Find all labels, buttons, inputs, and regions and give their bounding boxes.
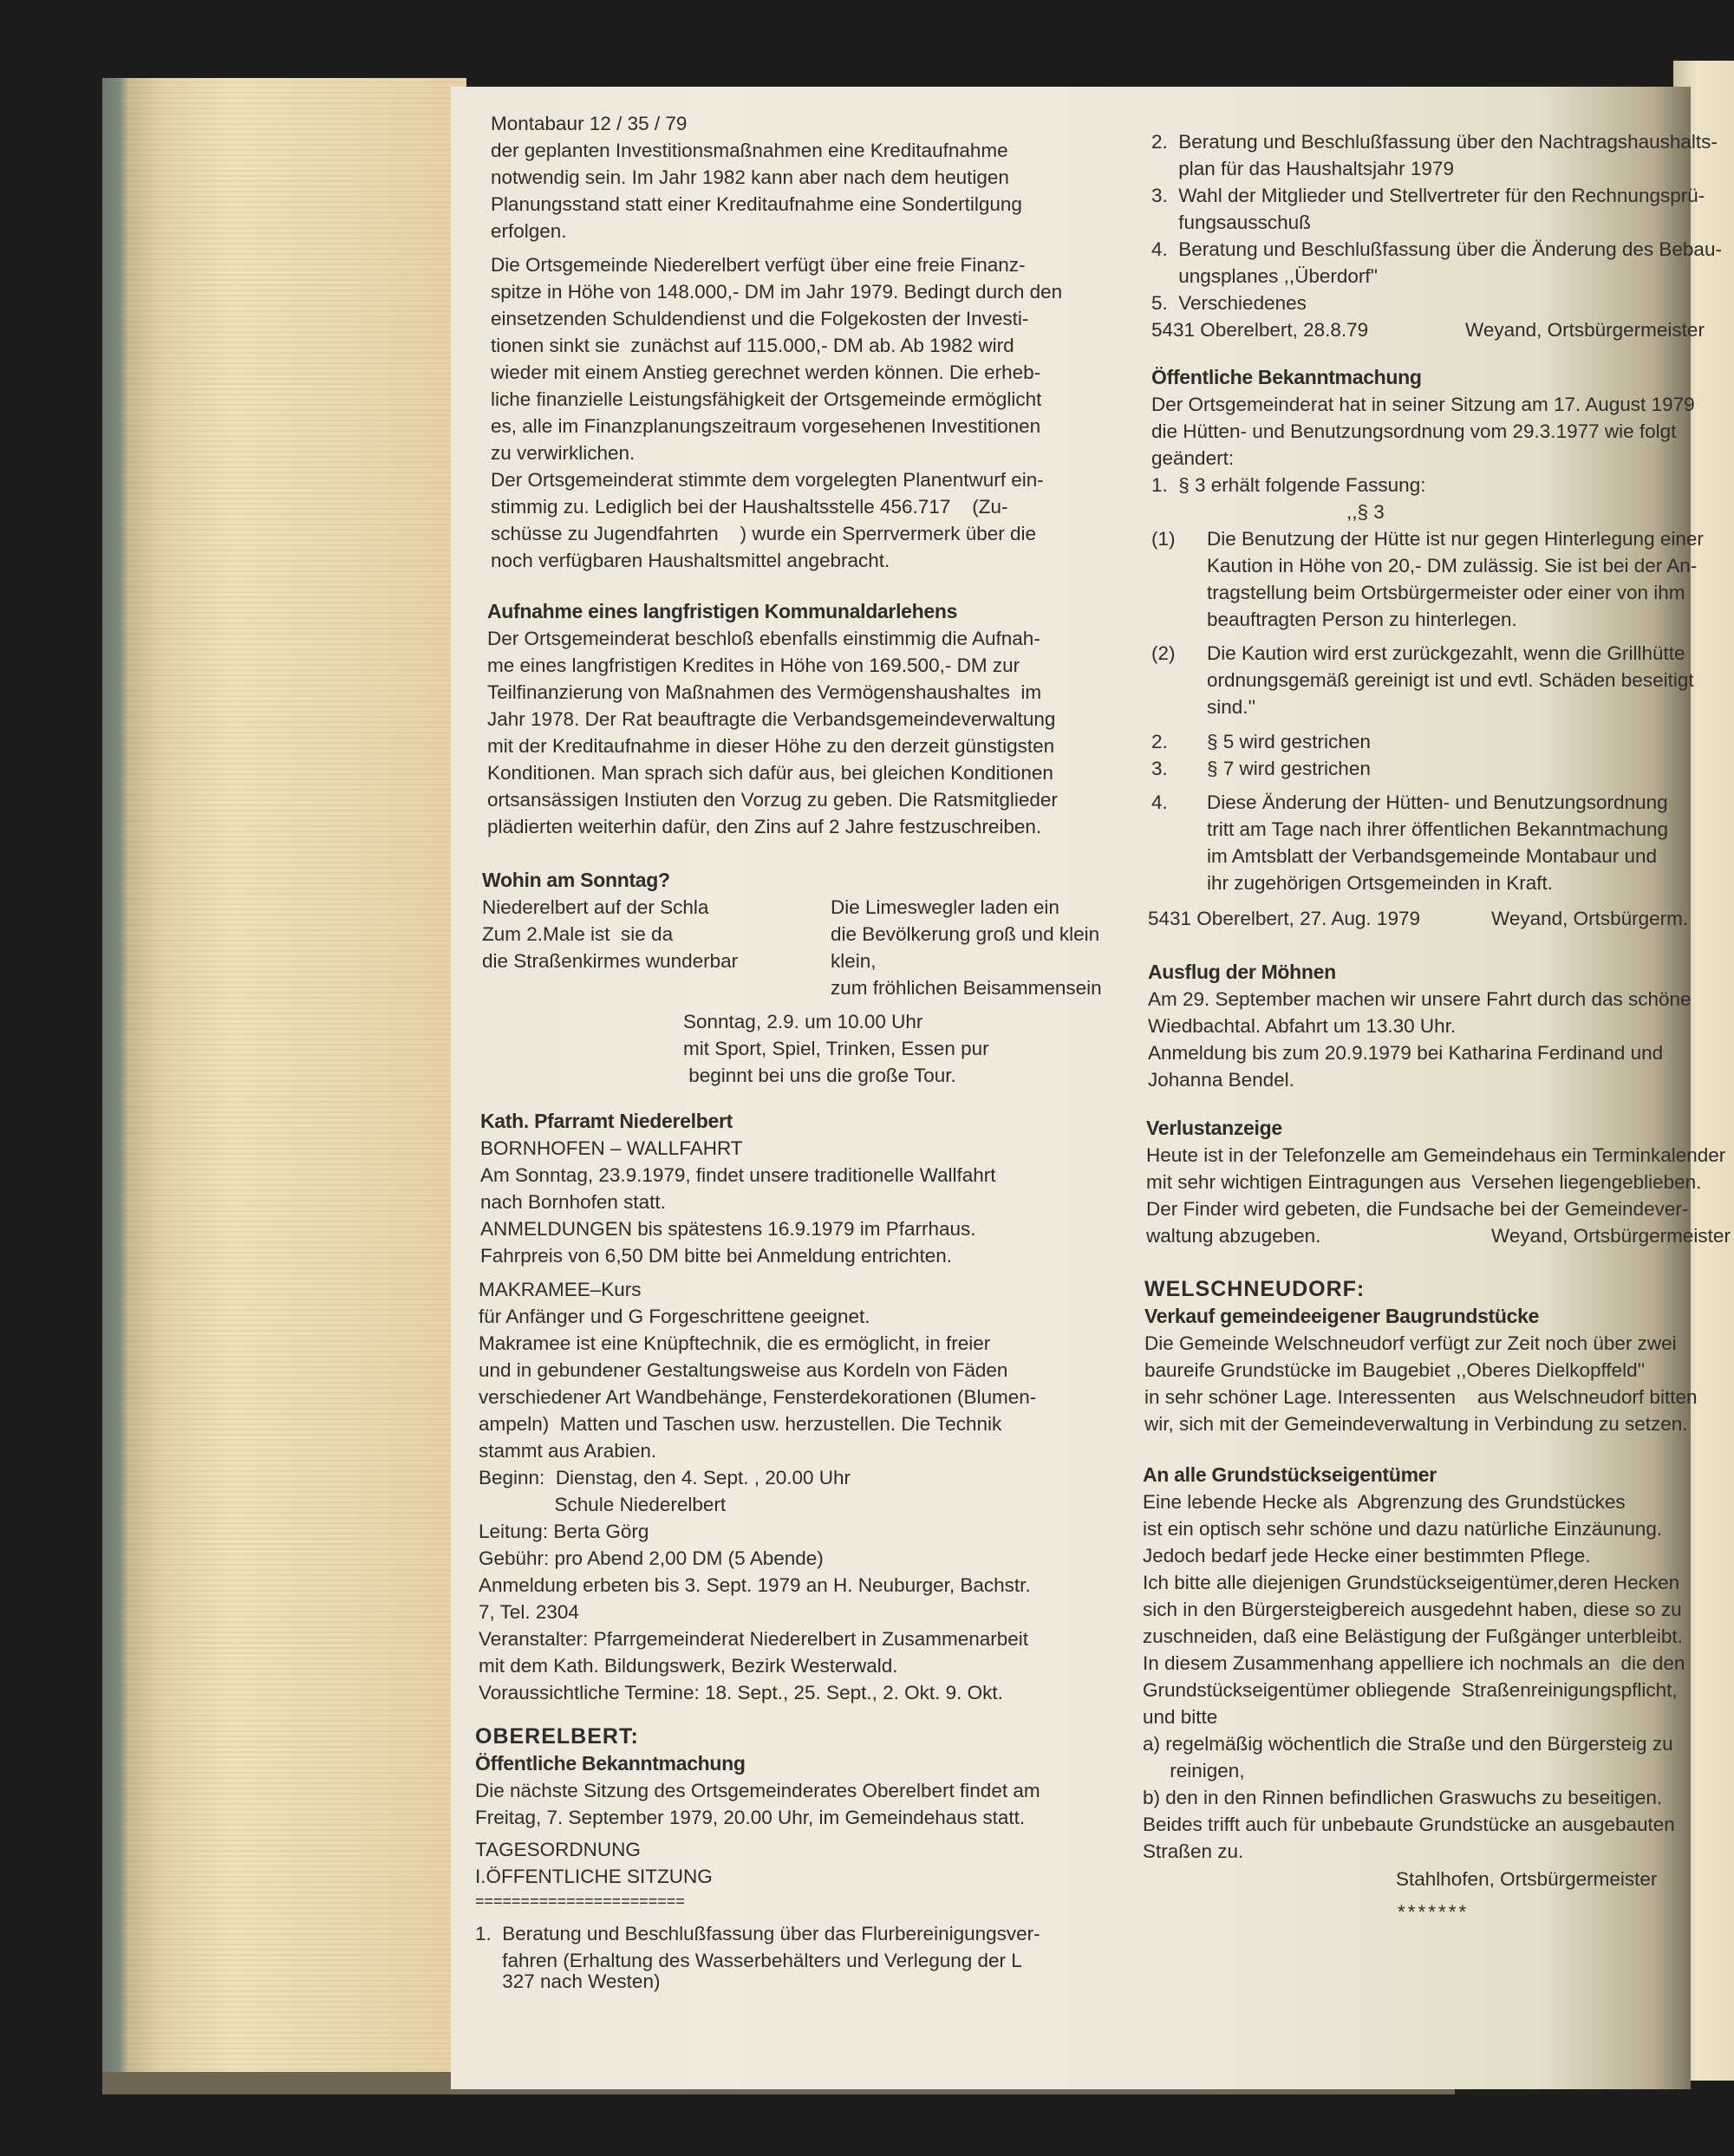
section-subtitle-bekanntmachung: Öffentliche Bekanntmachung	[475, 1752, 746, 1775]
text-line: fungsausschuß	[1151, 212, 1311, 233]
text-line: Teilfinanzierung von Maßnahmen des Vermögenshaushaltes im	[487, 681, 1042, 703]
text-line: 1. Beratung und Beschlußfassung über das Flurbereinigungsver-	[475, 1923, 1040, 1944]
text-line: I.ÖFFENTLICHE SITZUNG	[475, 1866, 713, 1887]
text-line: ampeln) Matten und Taschen usw. herzustellen. Die Technik	[479, 1413, 1002, 1435]
text-line: Diese Änderung der Hütten- und Benutzungsordnung	[1207, 791, 1668, 813]
text-line: die Bevölkerung groß und klein	[831, 923, 1100, 945]
text-line: Heute ist in der Telefonzelle am Gemeindehaus ein Terminkalender	[1146, 1144, 1726, 1166]
text-line: im Amtsblatt der Verbandsgemeinde Montabaur und	[1207, 845, 1658, 867]
text-line: Wiedbachtal. Abfahrt um 13.30 Uhr.	[1148, 1015, 1457, 1037]
text-line: Voraussichtliche Termine: 18. Sept., 25. Sept., 2. Okt. 9. Okt.	[479, 1682, 1003, 1703]
text-line: Johanna Bendel.	[1148, 1069, 1294, 1091]
text-line: § 7 wird gestrichen	[1207, 758, 1371, 779]
list-number: 4.	[1151, 791, 1168, 813]
text-line: beginnt bei uns die große Tour.	[683, 1065, 956, 1086]
text-line: Der Ortsgemeinderat beschloß ebenfalls einstimmig die Aufnah-	[487, 628, 1040, 649]
text-line: 1. § 3 erhält folgende Fassung:	[1151, 474, 1426, 496]
section-title-ausflug: Ausflug der Möhnen	[1148, 961, 1336, 983]
text-line: 2. Beratung und Beschlußfassung über den Nachtragshaushalts-	[1151, 131, 1718, 153]
signature-name: Weyand, Ortsbürgermeister	[1491, 1225, 1731, 1247]
text-line: Anmeldung erbeten bis 3. Sept. 1979 an H. Neuburger, Bachstr.	[479, 1574, 1031, 1596]
text-line: ANMELDUNGEN bis spätestens 16.9.1979 im Pfarrhaus.	[480, 1218, 976, 1240]
section-title-grundstueckseigentuemer: An alle Grundstückseigentümer	[1143, 1463, 1437, 1486]
text-line: Die Benutzung der Hütte ist nur gegen Hinterlegung einer	[1207, 528, 1704, 550]
text-line: waltung abzugeben.	[1146, 1225, 1321, 1247]
section-title-sonntag: Wohin am Sonntag?	[482, 869, 670, 891]
signature-name: Weyand, Ortsbürgermeister	[1465, 319, 1705, 341]
text-line: Eine lebende Hecke als Abgrenzung des Grundstückes	[1143, 1491, 1626, 1513]
text-line: die Hütten- und Benutzungsordnung vom 29.3.1977 wie folgt	[1151, 420, 1677, 442]
section-title-oberelbert: OBERELBERT:	[475, 1724, 639, 1749]
text-line: Fahrpreis von 6,50 DM bitte bei Anmeldung entrichten.	[480, 1245, 953, 1267]
text-line: Veranstalter: Pfarrgemeinderat Niederelbert in Zusammenarbeit	[479, 1628, 1029, 1650]
text-line: zuschneiden, daß eine Belästigung der Fußgänger unterbleibt.	[1143, 1625, 1683, 1647]
text-line: Der Finder wird gebeten, die Fundsache bei der Gemeindever-	[1146, 1198, 1689, 1220]
text-line: baureife Grundstücke im Baugebiet ,,Oberes Dielkopffeld''	[1144, 1359, 1646, 1381]
text-line: nach Bornhofen statt.	[480, 1191, 666, 1213]
text-line: Der Ortsgemeinderat hat in seiner Sitzung am 17. August 1979	[1151, 394, 1695, 415]
signature-name: Stahlhofen, Ortsbürgermeister	[1396, 1868, 1658, 1890]
page-header: Montabaur 12 / 35 / 79	[491, 113, 688, 134]
text-line: erfolgen.	[491, 220, 567, 242]
text-line: b) den in den Rinnen befindlichen Graswuchs zu beseitigen.	[1143, 1787, 1663, 1808]
text-line: Konditionen. Man sprach sich dafür aus, bei gleichen Konditionen	[487, 762, 1053, 784]
text-line: Die Gemeinde Welschneudorf verfügt zur Zeit noch über zwei	[1144, 1332, 1677, 1354]
text-line: die Straßenkirmes wunderbar	[482, 950, 739, 972]
newspaper-page	[451, 87, 1731, 2089]
text-line: Die Ortsgemeinde Niederelbert verfügt über eine freie Finanz-	[491, 254, 1026, 276]
text-line: tionen sinkt sie zunächst auf 115.000,- DM ab. Ab 1982 wird	[491, 335, 1014, 356]
text-line: tritt am Tage nach ihrer öffentlichen Bekanntmachung	[1207, 818, 1668, 840]
text-line: Sonntag, 2.9. um 10.00 Uhr	[683, 1011, 923, 1032]
text-line: Niederelbert auf der Schla	[482, 896, 709, 918]
text-line: Jedoch bedarf jede Hecke einer bestimmten Pflege.	[1143, 1545, 1591, 1567]
text-line: wir, sich mit der Gemeindeverwaltung in Verbindung zu setzen.	[1144, 1413, 1688, 1435]
text-line: Grundstückseigentümer obliegende Straßenreinigungspflicht,	[1143, 1679, 1678, 1701]
text-line: ihr zugehörigen Ortsgemeinden in Kraft.	[1207, 872, 1553, 894]
text-line: reinigen,	[1143, 1760, 1245, 1781]
text-line: § 5 wird gestrichen	[1207, 731, 1371, 752]
text-line: für Anfänger und G Forgeschrittene geeignet.	[479, 1306, 870, 1327]
text-line: Planungsstand statt einer Kreditaufnahme eine Sondertilgung	[491, 193, 1022, 215]
text-line: ordnungsgemäß gereinigt ist und evtl. Schäden beseitigt	[1207, 669, 1694, 691]
paragraph-number: (1)	[1151, 528, 1176, 550]
text-line: Beides trifft auch für unbebaute Grundstücke an ausgebauten	[1143, 1814, 1675, 1835]
text-line: Die Kaution wird erst zurückgezahlt, wenn die Grillhütte	[1207, 642, 1685, 664]
text-line: a) regelmäßig wöchentlich die Straße und den Bürgersteig zu	[1143, 1733, 1673, 1755]
text-line: verschiedener Art Wandbehänge, Fensterdekorationen (Blumen-	[479, 1386, 1037, 1408]
section-title-verlustanzeige: Verlustanzeige	[1146, 1117, 1282, 1139]
text-line: plan für das Haushaltsjahr 1979	[1151, 158, 1454, 179]
text-line: notwendig sein. Im Jahr 1982 kann aber nach dem heutigen	[491, 166, 1009, 188]
text-line: stammt aus Arabien.	[479, 1440, 657, 1462]
text-line: plädierten weiterhin dafür, den Zins auf 2 Jahre festzuschreiben.	[487, 816, 1042, 837]
text-line: sich in den Bürgersteigbereich ausgedehnt haben, diese so zu	[1143, 1599, 1682, 1620]
text-line: Freitag, 7. September 1979, 20.00 Uhr, im Gemeindehaus statt.	[475, 1807, 1026, 1828]
text-line: sind.''	[1207, 696, 1256, 718]
text-line: 4. Beratung und Beschlußfassung über die Änderung des Bebau-	[1151, 238, 1722, 260]
text-line: Der Ortsgemeinderat stimmte dem vorgelegten Planentwurf ein-	[491, 469, 1044, 491]
text-line: 5. Verschiedenes	[1151, 292, 1307, 314]
text-line: Makramee ist eine Knüpftechnik, die es ermöglicht, in freier	[479, 1332, 991, 1354]
text-line: In diesem Zusammenhang appelliere ich nochmals an die den	[1143, 1652, 1685, 1674]
text-line: Ich bitte alle diejenigen Grundstückseigentümer,deren Hecken	[1143, 1572, 1680, 1593]
signature-name: Weyand, Ortsbürgerm.	[1491, 908, 1689, 929]
text-line: mit Sport, Spiel, Trinken, Essen pur	[683, 1038, 989, 1059]
text-line: Am Sonntag, 23.9.1979, findet unsere traditionelle Wallfahrt	[480, 1164, 996, 1186]
text-line: ungsplanes ,,Überdorf''	[1151, 265, 1379, 287]
text-line: Die Limeswegler laden ein	[831, 896, 1059, 918]
text-line: TAGESORDNUNG	[475, 1839, 641, 1860]
section-title-kommunaldarlehen: Aufnahme eines langfristigen Kommunaldarlehens	[487, 600, 958, 622]
text-line: geändert:	[1151, 447, 1235, 469]
text-line: stimmig zu. Lediglich bei der Haushaltsstelle 456.717 (Zu-	[491, 496, 1008, 518]
text-line: Am 29. September machen wir unsere Fahrt durch das schöne	[1148, 988, 1692, 1010]
text-line: tragstellung beim Ortsbürgermeister oder einer von ihm	[1207, 582, 1685, 603]
signature-place: 5431 Oberelbert, 27. Aug. 1979	[1148, 908, 1420, 929]
text-line: Die nächste Sitzung des Ortsgemeinderates Oberelbert findet am	[475, 1780, 1040, 1801]
paragraph-number: (2)	[1151, 642, 1176, 664]
text-line: in sehr schöner Lage. Interessenten aus Welschneudorf bitten	[1144, 1386, 1698, 1408]
text-line: mit der Kreditaufnahme in dieser Höhe zu den derzeit günstigsten	[487, 735, 1055, 757]
text-line: Schule Niederelbert	[479, 1494, 727, 1515]
text-line: MAKRAMEE–Kurs	[479, 1279, 642, 1300]
text-line: =======================	[475, 1892, 685, 1910]
text-line: Straßen zu.	[1143, 1840, 1244, 1862]
text-line: me eines langfristigen Kredites in Höhe von 169.500,- DM zur	[487, 655, 1020, 676]
text-line: und in gebundener Gestaltungsweise aus Kordeln von Fäden	[479, 1359, 1008, 1381]
text-line: 327 nach Westen)	[475, 1970, 661, 1992]
text-line: Beginn: Dienstag, den 4. Sept. , 20.00 Uhr	[479, 1467, 851, 1488]
text-line: ortsansässigen Instiuten den Vorzug zu geben. Die Ratsmitglieder	[487, 789, 1058, 811]
list-number: 3.	[1151, 758, 1168, 779]
section-title-welschneudorf: WELSCHNEUDORF:	[1144, 1277, 1366, 1301]
text-line: mit dem Kath. Bildungswerk, Bezirk Westerwald.	[479, 1655, 898, 1677]
text-line: BORNHOFEN – WALLFAHRT	[480, 1137, 743, 1159]
text-line: es, alle im Finanzplanungszeitraum vorgesehenen Investitionen	[491, 415, 1041, 437]
book-page-edges	[102, 78, 466, 2081]
list-number: 2.	[1151, 731, 1168, 752]
text-line: Jahr 1978. Der Rat beauftragte die Verbandsgemeindeverwaltung	[487, 708, 1056, 730]
text-line: einsetzenden Schuldendienst und die Folgekosten der Investi-	[491, 308, 1029, 329]
text-line: beauftragten Person zu hinterlegen.	[1207, 609, 1517, 630]
text-line: Anmeldung bis zum 20.9.1979 bei Katharina Ferdinand und	[1148, 1042, 1664, 1064]
section-title-pfarramt: Kath. Pfarramt Niederelbert	[480, 1110, 733, 1132]
signature-place: 5431 Oberelbert, 28.8.79	[1151, 319, 1369, 341]
text-line: liche finanzielle Leistungsfähigkeit der Ortsgemeinde ermöglicht	[491, 388, 1042, 410]
text-line: klein,	[831, 950, 877, 972]
text-line: ,,§ 3	[1151, 501, 1385, 523]
text-line: zum fröhlichen Beisammensein	[831, 977, 1102, 999]
section-subtitle-baugrundstuecke: Verkauf gemeindeeigener Baugrundstücke	[1144, 1305, 1540, 1327]
text-line: 3. Wahl der Mitglieder und Stellvertreter für den Rechnungsprü-	[1151, 185, 1705, 206]
text-line: Gebühr: pro Abend 2,00 DM (5 Abende)	[479, 1547, 824, 1569]
text-line: und bitte	[1143, 1706, 1218, 1728]
text-line: mit sehr wichtigen Eintragungen aus Versehen liegengeblieben.	[1146, 1171, 1702, 1193]
text-line: wieder mit einem Anstieg gerechnet werden können. Die erheb-	[491, 362, 1041, 383]
text-line: Kaution in Höhe von 20,- DM zulässig. Sie ist bei der An-	[1207, 555, 1698, 576]
text-line: 7, Tel. 2304	[479, 1601, 579, 1623]
text-line: spitze in Höhe von 148.000,- DM im Jahr 1979. Bedingt durch den	[491, 281, 1063, 303]
text-line: der geplanten Investitionsmaßnahmen eine Kreditaufnahme	[491, 140, 1008, 161]
text-line: zu verwirklichen.	[491, 442, 636, 464]
text-line: fahren (Erhaltung des Wasserbehälters und Verlegung der L	[475, 1950, 1022, 1971]
text-line: Zum 2.Male ist sie da	[482, 923, 674, 945]
text-line: ist ein optisch sehr schöne und dazu natürliche Einzäunung.	[1143, 1518, 1663, 1540]
text-line: Leitung: Berta Görg	[479, 1521, 649, 1542]
separator-stars: *******	[1398, 1901, 1470, 1923]
section-title-bekanntmachung: Öffentliche Bekanntmachung	[1151, 366, 1422, 388]
text-line: noch verfügbaren Haushaltsmittel angebracht.	[491, 550, 890, 571]
text-line: schüsse zu Jugendfahrten ) wurde ein Sperrvermerk über die	[491, 523, 1037, 544]
